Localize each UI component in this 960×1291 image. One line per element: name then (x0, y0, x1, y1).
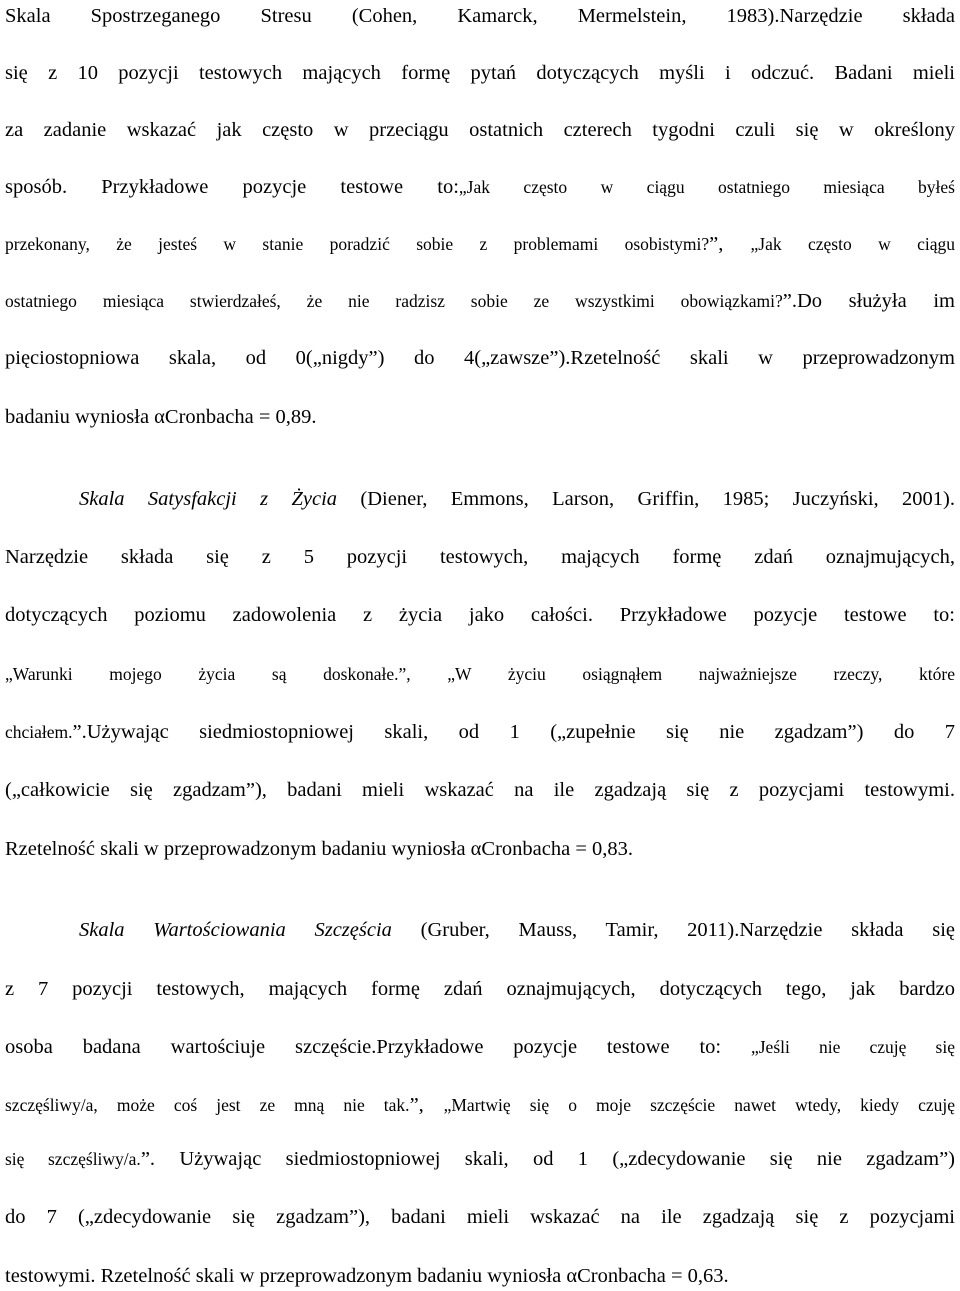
text-run: testowymi. Rzetelność skali w przeprowadzonym badaniu wyniosła αCronbacha = 0,63. (5, 1265, 729, 1287)
text-run: osoba badana wartościuje szczęście.Przykładowe pozycje testowe to: (5, 1036, 751, 1058)
text-line (5, 1035, 955, 1059)
text-run: z 7 pozycji testowych, mających formę zdań oznajmujących, dotyczących tego, jak bardzo (5, 978, 955, 1000)
text-line (5, 837, 955, 861)
text-line (5, 4, 955, 28)
text-line (5, 545, 955, 569)
text-line (5, 346, 955, 370)
text-line (5, 118, 955, 142)
text-line (5, 662, 955, 686)
text-run: ”. Używając siedmiostopniowej skali, od 1 („zdecydowanie się nie zgadzam”) (140, 1148, 955, 1170)
text-run: pięciostopniowa skala, od 0(„nigdy”) do 4(„zawsze”).Rzetelność skali w przeprowadzonym (5, 347, 955, 369)
scale-name: Skala Wartościowania Szczęścia (79, 919, 392, 941)
example-item-text: „Warunki mojego życia są doskonałe. (5, 664, 399, 684)
text-run: ”.Do służyła im (782, 290, 955, 312)
example-item-text: szczęśliwy/a, może coś jest ze mną nie tak. (5, 1095, 410, 1115)
text-line (79, 487, 955, 511)
example-item-text: przekonany, że jesteś w stanie poradzić sobie z problemami osobistymi? (5, 234, 710, 254)
text-run: ”, (709, 233, 751, 255)
text-line (5, 232, 955, 256)
text-run: się z 10 pozycji testowych mających formę pytań dotyczących myśli i odczuć. Badani mieli (5, 62, 955, 84)
text-line (5, 61, 955, 85)
text-line (5, 977, 955, 1001)
scale-name: Skala Satysfakcji z Życia (79, 488, 338, 510)
text-run: badaniu wyniosła αCronbacha = 0,89. (5, 406, 317, 428)
example-item-text: się szczęśliwy/a. (5, 1149, 141, 1169)
text-line (5, 603, 955, 627)
document-page (5, 0, 955, 1291)
text-line (5, 778, 955, 802)
example-item-text: „Martwię się o moje szczęście nawet wtedy, kiedy czuję (443, 1095, 955, 1115)
text-run: ”, (409, 1094, 444, 1116)
text-line (5, 1205, 955, 1229)
text-run: (Diener, Emmons, Larson, Griffin, 1985; Juczyński, 2001). (337, 488, 955, 510)
text-line (5, 175, 955, 199)
text-run: Rzetelność skali w przeprowadzonym badaniu wyniosła αCronbacha = 0,83. (5, 838, 634, 860)
example-item-text: ostatniego miesiąca stwierdzałeś, że nie radzisz sobie ze wszystkimi obowiązkami? (5, 291, 783, 311)
text-run: Narzędzie składa się z 5 pozycji testowych, mających formę zdań oznajmujących, (5, 546, 955, 568)
example-item-text: ”, „W życiu osiągnąłem najważniejsze rzeczy, które (398, 664, 955, 684)
text-run: dotyczących poziomu zadowolenia z życia jako całości. Przykładowe pozycje testowe to: (5, 604, 955, 626)
text-line (5, 405, 955, 429)
example-item-text: „Jeśli nie czuję się (750, 1037, 955, 1057)
text-line (5, 720, 955, 744)
text-line (5, 1147, 955, 1171)
text-line (79, 918, 955, 942)
example-item-text: chciałem. (5, 722, 73, 742)
text-run: do 7 („zdecydowanie się zgadzam”), badani mieli wskazać na ile zgadzają się z pozycjami (5, 1206, 955, 1228)
text-run: (Gruber, Mauss, Tamir, 2011).Narzędzie składa się (391, 919, 956, 941)
text-run: („całkowicie się zgadzam”), badani mieli wskazać na ile zgadzają się z pozycjami testowymi. (5, 779, 955, 801)
text-line (5, 1264, 955, 1288)
text-run: Skala Spostrzeganego Stresu (Cohen, Kamarck, Mermelstein, 1983).Narzędzie składa (5, 5, 955, 27)
example-item-text: „Jak często w ciągu ostatniego miesiąca byłeś (458, 177, 955, 197)
text-run: sposób. Przykładowe pozycje testowe to: (5, 176, 459, 198)
text-run: ”.Używając siedmiostopniowej skali, od 1 („zupełnie się nie zgadzam”) do 7 (72, 721, 955, 743)
text-run: za zadanie wskazać jak często w przeciągu ostatnich czterech tygodni czuli się w określony (5, 119, 955, 141)
text-line (5, 1093, 955, 1117)
text-line (5, 289, 955, 313)
example-item-text: „Jak często w ciągu (750, 234, 955, 254)
